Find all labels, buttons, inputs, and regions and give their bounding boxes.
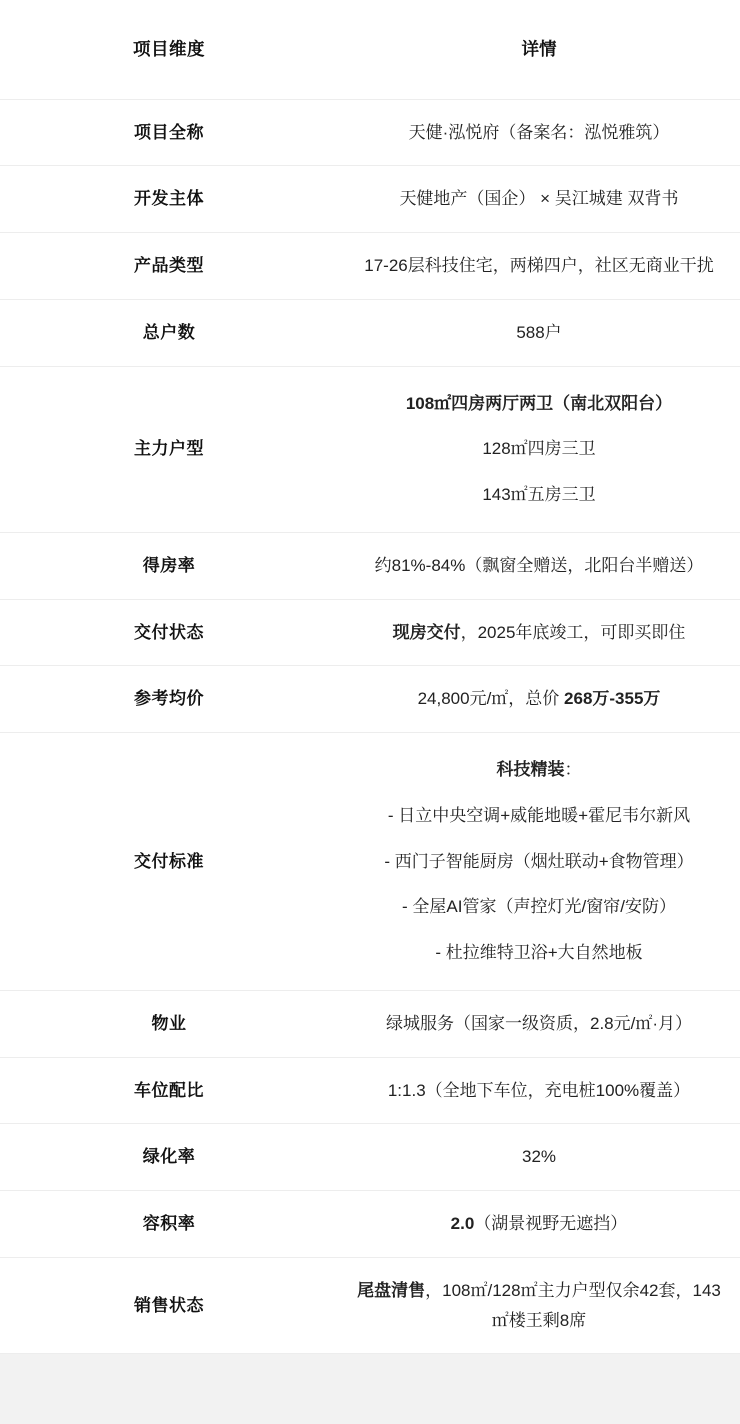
- row-key: 销售状态: [0, 1257, 338, 1354]
- row-value: [338, 299, 740, 366]
- row-value-line: [352, 938, 726, 968]
- row-value-text: - 杜拉维特卫浴+大自然地板: [435, 943, 643, 963]
- row-value-emphasis: 268万-355万: [564, 689, 661, 709]
- row-value-line: [352, 1076, 726, 1106]
- row-value-suffix: ，108㎡/128㎡主力户型仅余42套，143㎡楼王剩8席: [425, 1280, 721, 1330]
- header-dimension: 项目维度: [0, 0, 338, 99]
- table-row: [0, 1057, 740, 1124]
- row-key: 交付标准: [0, 733, 338, 991]
- row-value: [338, 990, 740, 1057]
- row-value-line: [352, 1009, 726, 1039]
- row-value-line: [352, 1142, 726, 1172]
- table-row: [0, 990, 740, 1057]
- header-detail: 详情: [338, 0, 740, 99]
- row-value-text: 2.0: [450, 1214, 475, 1234]
- table-row: [0, 599, 740, 666]
- row-key: 主力户型: [0, 366, 338, 532]
- row-value-line: [352, 801, 726, 831]
- row-key: 车位配比: [0, 1057, 338, 1124]
- row-value-suffix: ：: [564, 760, 582, 780]
- row-value-text: 天健地产（国企） × 吴江城建 双背书: [399, 189, 679, 209]
- table-row: [0, 1124, 740, 1191]
- row-value-text: 588户: [516, 322, 562, 342]
- table-row: [0, 299, 740, 366]
- row-value: [338, 733, 740, 991]
- row-value: [338, 666, 740, 733]
- row-value-text: 天健·泓悦府（备案名：泓悦雅筑）: [408, 122, 670, 142]
- row-value-text: - 西门子智能厨房（烟灶联动+食物管理）: [384, 851, 694, 871]
- row-value-text: - 日立中央空调+威能地暖+霍尼韦尔新风: [387, 805, 691, 825]
- row-key: 参考均价: [0, 666, 338, 733]
- row-key: 总户数: [0, 299, 338, 366]
- row-value-line: [352, 551, 726, 581]
- row-value: [338, 233, 740, 300]
- row-value-line: [352, 118, 726, 148]
- row-value-line: [352, 1209, 726, 1239]
- row-value-line: [352, 389, 726, 419]
- table-row: [0, 532, 740, 599]
- row-value-text: 1:1.3（全地下车位，充电桩100%覆盖）: [387, 1080, 691, 1100]
- row-value: [338, 1191, 740, 1258]
- row-value-text: 现房交付: [392, 622, 461, 642]
- row-value-text: 143㎡五房三卫: [482, 485, 596, 505]
- row-value-text: 绿城服务（国家一级资质，2.8元/㎡·月）: [385, 1013, 693, 1033]
- row-value-suffix: ，2025年底竣工，可即买即住: [460, 622, 686, 642]
- row-value: [338, 1257, 740, 1354]
- row-key: 项目全称: [0, 99, 338, 166]
- table-row: [0, 99, 740, 166]
- table-row: [0, 733, 740, 991]
- row-key: 开发主体: [0, 166, 338, 233]
- row-value-text: 17-26层科技住宅，两梯四户，社区无商业干扰: [364, 256, 714, 276]
- table-row: [0, 233, 740, 300]
- row-key: 交付状态: [0, 599, 338, 666]
- table-row: [0, 1191, 740, 1258]
- row-value-text: 32%: [521, 1147, 557, 1167]
- row-key: 得房率: [0, 532, 338, 599]
- row-value-line: [352, 618, 726, 648]
- row-key: 物业: [0, 990, 338, 1057]
- row-value-line: [352, 684, 726, 714]
- table-row: [0, 666, 740, 733]
- row-value-text: 24,800元/㎡，总价: [417, 689, 565, 709]
- row-value-line: [352, 184, 726, 214]
- row-value: [338, 1057, 740, 1124]
- row-key: 容积率: [0, 1191, 338, 1258]
- row-value-line: [352, 755, 726, 785]
- row-value-text: 科技精装: [496, 760, 565, 780]
- row-value: [338, 599, 740, 666]
- row-value: [338, 366, 740, 532]
- row-value-suffix: （湖景视野无遮挡）: [474, 1214, 628, 1234]
- row-value: [338, 1124, 740, 1191]
- row-value-line: [352, 892, 726, 922]
- row-value-text: - 全屋AI管家（声控灯光/窗帘/安防）: [402, 897, 676, 917]
- row-key: 产品类型: [0, 233, 338, 300]
- table-row: [0, 366, 740, 532]
- row-value-text: 尾盘清售: [357, 1280, 426, 1300]
- row-value-line: [352, 480, 726, 510]
- row-value-line: [352, 251, 726, 281]
- row-value-text: 128㎡四房三卫: [482, 439, 596, 459]
- row-value-line: [352, 318, 726, 348]
- row-value-line: [352, 434, 726, 464]
- row-value-line: [352, 1276, 726, 1336]
- table-header-row: [0, 0, 740, 99]
- table-row: [0, 1257, 740, 1354]
- row-value-line: [352, 847, 726, 877]
- table-row: [0, 166, 740, 233]
- row-key: 绿化率: [0, 1124, 338, 1191]
- row-value: [338, 99, 740, 166]
- row-value: [338, 166, 740, 233]
- row-value-text: 108㎡四房两厅两卫（南北双阳台）: [405, 393, 673, 413]
- row-value-text: 约81%-84%（飘窗全赠送，北阳台半赠送）: [374, 555, 704, 575]
- row-value: [338, 532, 740, 599]
